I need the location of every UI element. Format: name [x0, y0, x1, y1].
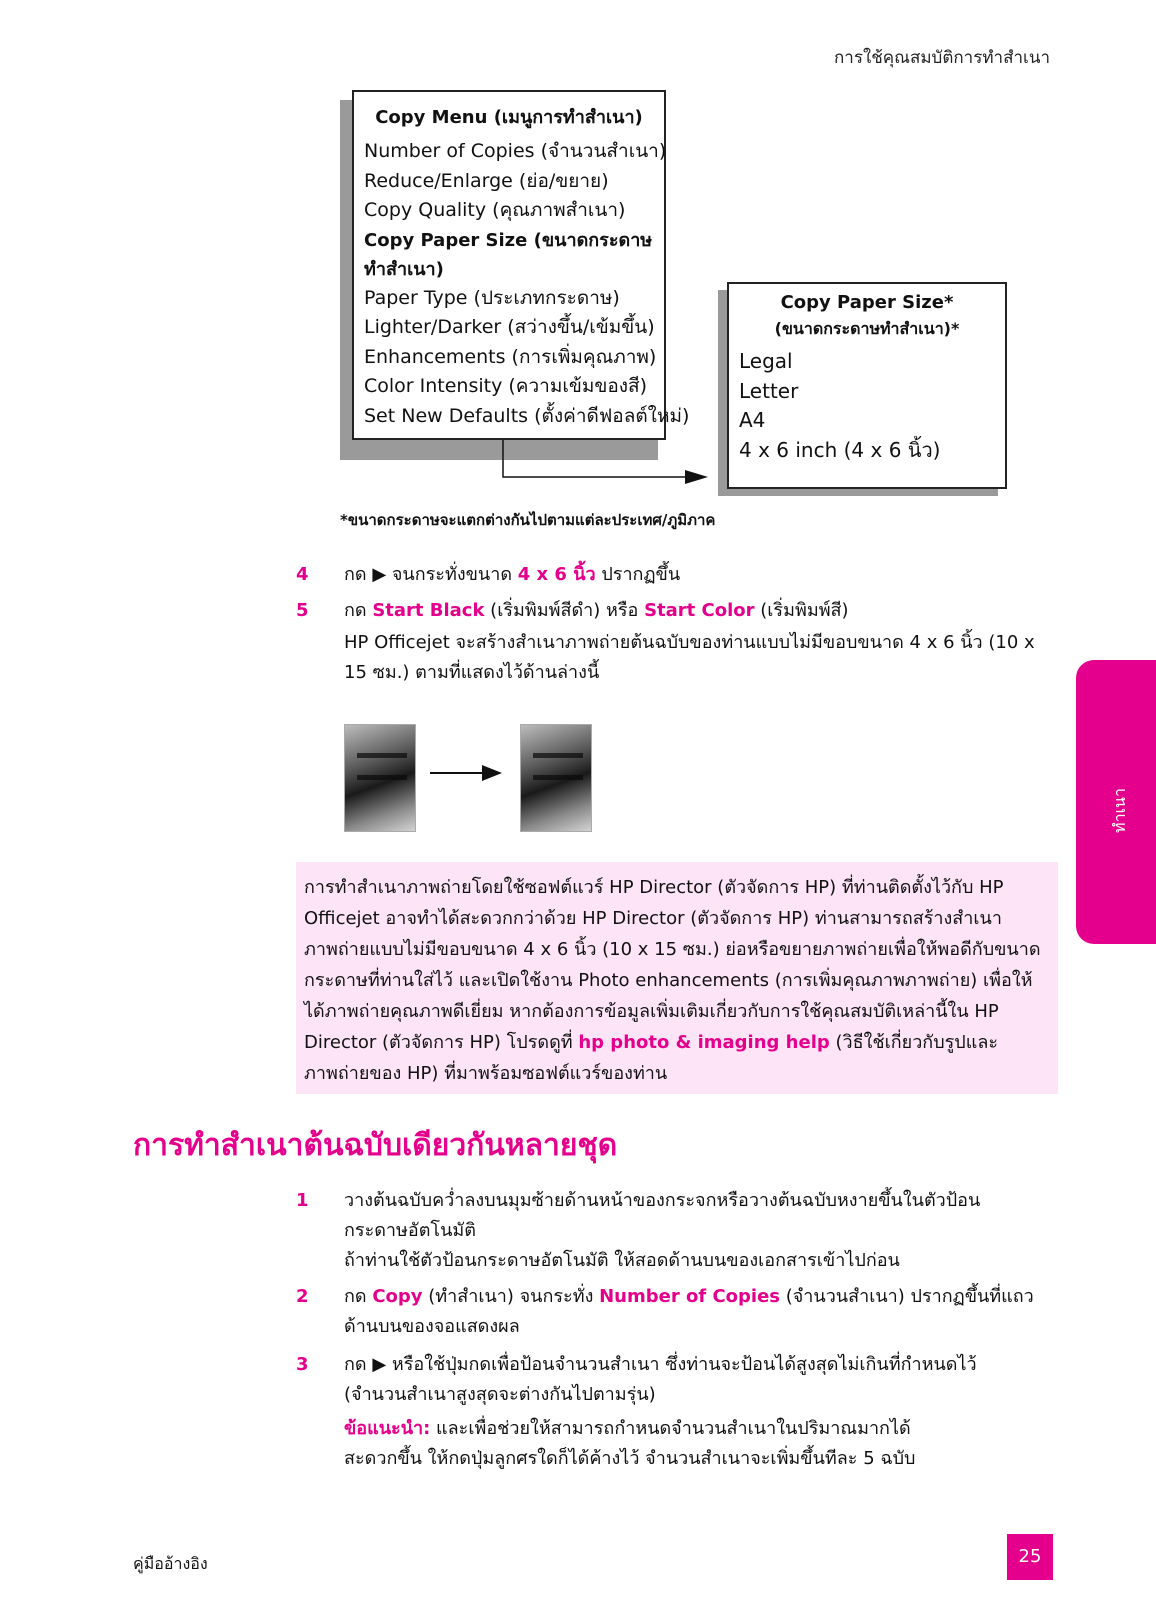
copy-menu-title: Copy Menu (เมนูการทำสำเนา)	[375, 107, 643, 128]
copy-menu-item-selected: Copy Paper Size (ขนาดกระดาษทำสำเนา)	[364, 229, 653, 280]
step-text: (จำนวนสำเนาสูงสุดจะต่างกันไปตามรุ่น)	[344, 1384, 656, 1405]
section-title: การทำสำเนาต้นฉบับเดียวกันหลายชุด	[133, 1128, 618, 1163]
tiger-photo-original	[344, 724, 416, 832]
paper-size-item: A4	[739, 408, 766, 432]
step-text: ด้านบนของจอแสดงผล	[344, 1316, 520, 1337]
tip-text: สะดวกขึ้น ให้กดปุ่มลูกศรใดก็ได้ค้างไว้ จำนวนสำเนาจะเพิ่มขึ้นทีละ 5 ฉบับ	[344, 1448, 916, 1469]
step-number: 3	[296, 1354, 309, 1375]
step-text: กด	[344, 600, 373, 621]
paper-size-item: Legal	[739, 349, 793, 373]
copy-menu-item: Enhancements (การเพิ่มคุณภาพ)	[364, 345, 657, 368]
copy-menu-item: Color Intensity (ความเข้มของสี)	[364, 375, 648, 397]
running-header: การใช้คุณสมบัติการทำสำเนา	[834, 48, 1050, 68]
highlight-size: 4 x 6 นิ้ว	[517, 564, 596, 585]
step-text: (เริ่มพิมพ์สีดำ) หรือ	[484, 600, 645, 621]
number-of-copies-label: Number of Copies	[599, 1286, 780, 1307]
copy-menu-item: Set New Defaults (ตั้งค่าดีฟอลต์ใหม่)	[364, 404, 690, 427]
step-text: กด	[344, 1354, 373, 1375]
step-number: 4	[296, 564, 309, 585]
start-black-label: Start Black	[372, 600, 485, 621]
tip-label: ข้อแนะนำ:	[344, 1418, 431, 1439]
footnote: *ขนาดกระดาษจะแตกต่างกันไปตามแต่ละประเทศ/ภูมิภาค	[340, 511, 716, 529]
page-number: 25	[1007, 1534, 1053, 1580]
step-text: จนกระทั่งขนาด	[386, 564, 518, 585]
step-4	[296, 560, 1056, 590]
connector-arrow-icon	[490, 440, 720, 490]
tiger-photo-copy	[520, 724, 592, 832]
step-text: วางต้นฉบับคว่ำลงบนมุมซ้ายด้านหน้าของกระจกหรือวางต้นฉบับหงายขึ้นในตัวป้อน	[344, 1190, 981, 1211]
triangle-right-icon: ▶	[372, 564, 387, 585]
step-5	[296, 596, 1056, 688]
arrow-right-icon	[428, 760, 504, 786]
start-color-label: Start Color	[644, 600, 755, 621]
help-link[interactable]: hp photo & imaging help	[578, 1032, 830, 1053]
step-3	[296, 1350, 1056, 1474]
step-text: กระดาษอัตโนมัติ	[344, 1220, 476, 1241]
tip-text: การทำสำเนาภาพถ่ายโดยใช้ซอฟต์แวร์ HP Director (ตัวจัดการ HP) ที่ท่านติดตั้งไว้กับ HP Officejet อาจทำได้สะดวกกว่าด้วย HP Director (ตัวจัดการ HP) ท่านสามารถสร้างสำเนาภาพถ่ายแบบไม่มีขอบขนาด 4 x 6 นิ้ว (10 x 15 ซม.) ย่อหรือขยายภาพถ่ายเพื่อให้พอดีกับขนาดกระดาษที่ท่านใส่ไว้ และเปิดใช้งาน Photo enhancements (การเพิ่มคุณภาพภาพถ่าย) เพื่อให้ได้ภาพถ่ายคุณภาพดีเยี่ยม หากต้องการข้อมูลเพิ่มเติมเกี่ยวกับการใช้คุณสมบัติเหล่านี้ใน HP Director (ตัวจัดการ HP) โปรดดูที่	[304, 877, 1041, 1053]
tip-text: และเพื่อช่วยให้สามารถกำหนดจำนวนสำเนาในปริมาณมากได้	[430, 1418, 911, 1439]
paper-size-item: Letter	[739, 378, 799, 403]
paper-size-item: 4 x 6 inch (4 x 6 นิ้ว)	[739, 437, 941, 462]
paper-size-box	[727, 282, 1007, 489]
step-text: (จำนวนสำเนา) ปรากฏขึ้นที่แถว	[780, 1286, 1034, 1307]
paper-size-subtitle: (ขนาดกระดาษทำสำเนา)*	[774, 319, 960, 338]
step-text: (ทำสำเนา) จนกระทั่ง	[422, 1286, 600, 1307]
step-1	[296, 1186, 1056, 1276]
chapter-side-tab	[1076, 660, 1156, 944]
step-number: 2	[296, 1286, 309, 1307]
step-number: 5	[296, 600, 309, 621]
step-text: (เริ่มพิมพ์สี)	[754, 600, 849, 621]
copy-menu-item: Copy Quality (คุณภาพสำเนา)	[364, 199, 626, 221]
copy-menu-item: Reduce/Enlarge (ย่อ/ขยาย)	[364, 169, 609, 192]
step-text: หรือใช้ปุ่มกดเพื่อป้อนจำนวนสำเนา ซึ่งท่านจะป้อนได้สูงสุดไม่เกินที่กำหนดไว้	[386, 1354, 977, 1375]
copy-menu-box	[352, 90, 690, 440]
copy-label: Copy	[372, 1286, 423, 1307]
triangle-right-icon: ▶	[372, 1354, 387, 1375]
step-number: 1	[296, 1190, 309, 1211]
step-text: ปรากฏขึ้น	[595, 564, 681, 585]
copy-menu-item: Lighter/Darker (สว่างขึ้น/เข้มขึ้น)	[364, 316, 655, 338]
copy-menu-item: Number of Copies (จำนวนสำเนา)	[364, 140, 667, 162]
tip-box	[296, 862, 1058, 1094]
copy-menu-item: Paper Type (ประเภทกระดาษ)	[364, 286, 620, 309]
step-paragraph: HP Officejet จะสร้างสำเนาภาพถ่ายต้นฉบับของท่านแบบไม่มีขอบขนาด 4 x 6 นิ้ว (10 x 15 ซม.) ตามที่แสดงไว้ด้านล่างนี้	[344, 632, 1035, 683]
step-text: กด	[344, 564, 373, 585]
footer-title: คู่มืออ้างอิง	[133, 1554, 208, 1573]
step-text: กด	[344, 1286, 373, 1307]
side-tab-label: ทำเนา	[1109, 788, 1129, 833]
paper-size-title: Copy Paper Size*	[780, 292, 954, 313]
step-2	[296, 1282, 1056, 1342]
step-text: ถ้าท่านใช้ตัวป้อนกระดาษอัตโนมัติ ให้สอดด้านบนของเอกสารเข้าไปก่อน	[344, 1250, 900, 1271]
tip-text: (วิธีใช้เกี่ยวกับรูปและภาพถ่ายของ HP) ที่มาพร้อมซอฟต์แวร์ของท่าน	[304, 1032, 999, 1084]
